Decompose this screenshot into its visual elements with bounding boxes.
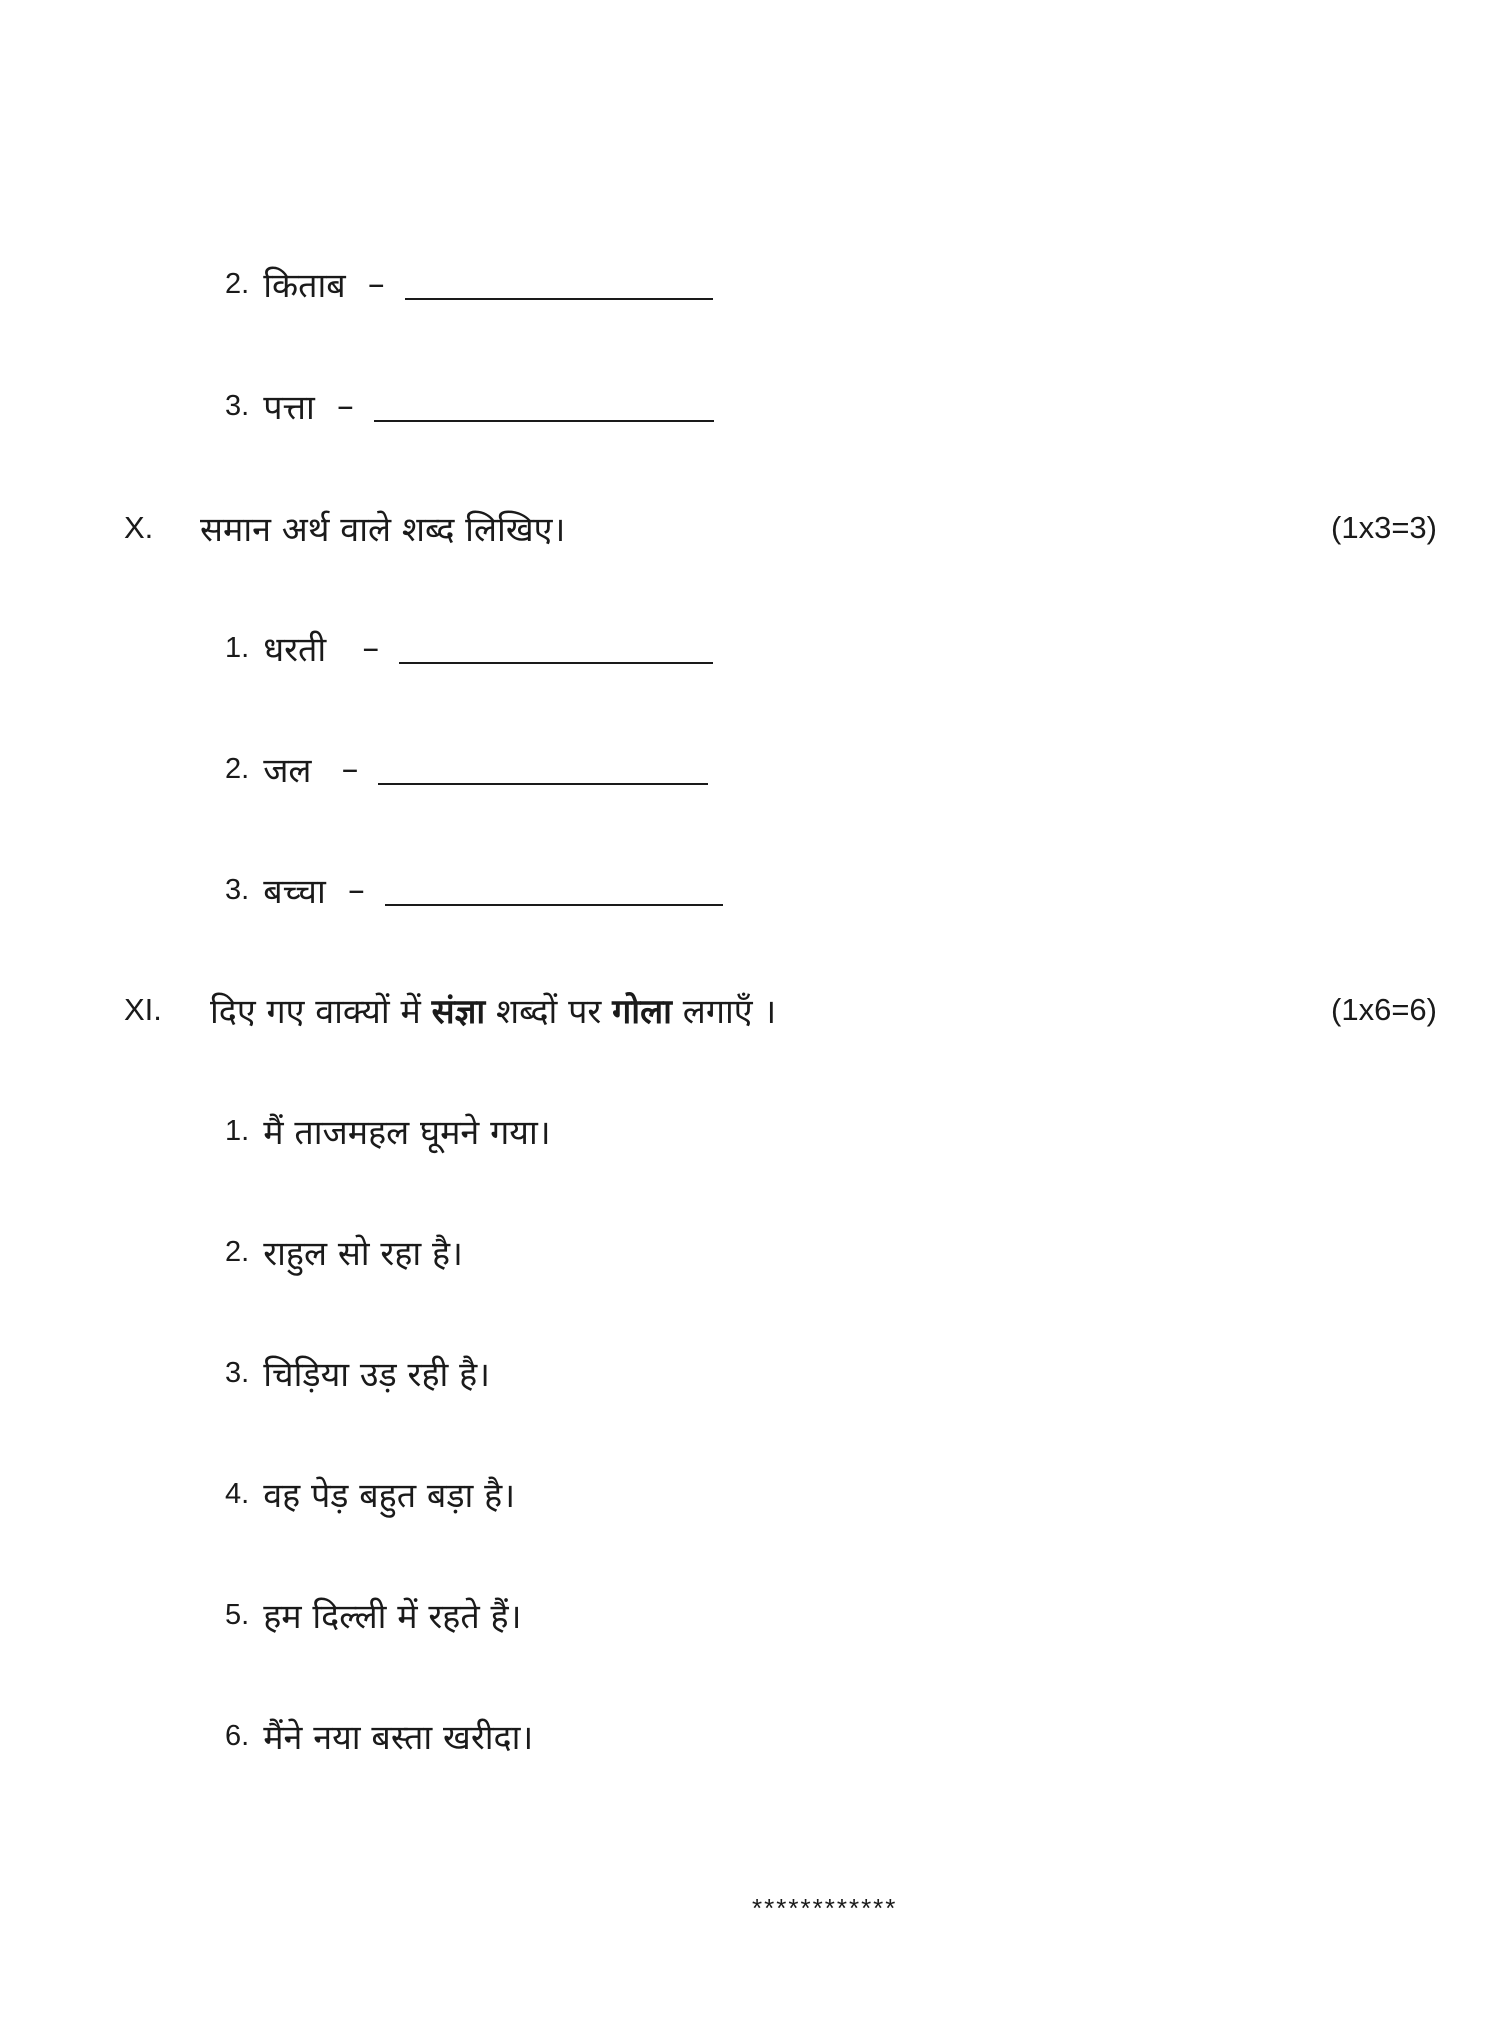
question-x-heading [124, 498, 565, 558]
sentence-text: वह पेड़ बहुत बड़ा है। [263, 1476, 516, 1516]
item-number: 6. [225, 1719, 250, 1752]
answer-blank[interactable] [378, 753, 708, 785]
xi-sentence-3 [225, 1343, 490, 1403]
question-number: X. [124, 510, 154, 545]
x-item-3 [225, 860, 723, 920]
answer-blank[interactable] [399, 632, 713, 664]
instruction-text: शब्दों पर [496, 992, 602, 1032]
answer-blank[interactable] [405, 268, 713, 300]
answer-blank[interactable] [385, 874, 723, 906]
sentence-text: मैं ताजमहल घूमने गया। [263, 1113, 551, 1153]
x-item-2 [225, 739, 708, 799]
question-xi-heading [124, 980, 776, 1040]
xi-sentence-4 [225, 1464, 515, 1524]
question-xi-marks: (1x6=6) [1331, 992, 1437, 1027]
question-instruction: समान अर्थ वाले शब्द लिखिए। [200, 510, 566, 550]
sentence-text: मैंने नया बस्ता खरीदा। [263, 1718, 534, 1758]
answer-blank[interactable] [374, 390, 714, 422]
instruction-text: दिए गए वाक्यों में [210, 992, 421, 1032]
xi-sentence-1 [225, 1101, 551, 1161]
item-number: 2. [225, 1235, 250, 1268]
prev-item-3 [225, 376, 714, 436]
item-number: 4. [225, 1477, 250, 1510]
sentence-text: हम दिल्ली में रहते हैं। [263, 1597, 522, 1637]
item-word: किताब [263, 266, 346, 306]
item-dash: – [347, 870, 365, 910]
item-number: 3. [225, 873, 250, 906]
item-number: 3. [225, 1356, 250, 1389]
item-number: 5. [225, 1598, 250, 1631]
end-of-paper-marker: ************ [752, 1893, 898, 1923]
question-number: XI. [124, 992, 162, 1027]
prev-item-2 [225, 254, 713, 314]
item-word: जल [263, 751, 312, 791]
instruction-keyword-noun: संज्ञा [431, 992, 486, 1032]
item-number: 2. [225, 752, 250, 785]
instruction-keyword-circle: गोला [612, 992, 672, 1032]
item-number: 3. [225, 389, 250, 422]
item-dash: – [367, 264, 385, 304]
item-dash: – [336, 386, 354, 426]
sentence-text: राहुल सो रहा है। [263, 1234, 463, 1274]
xi-sentence-5 [225, 1585, 521, 1645]
instruction-text: लगाएँ । [682, 992, 777, 1032]
xi-sentence-2 [225, 1222, 463, 1282]
item-number: 2. [225, 267, 250, 300]
item-dash: – [341, 749, 359, 789]
item-number: 1. [225, 631, 250, 664]
item-word: धरती [263, 630, 327, 670]
item-word: बच्चा [263, 872, 326, 912]
question-x-marks: (1x3=3) [1331, 510, 1437, 545]
sentence-text: चिड़िया उड़ रही है। [263, 1355, 491, 1395]
x-item-1 [225, 618, 713, 678]
xi-sentence-6 [225, 1706, 533, 1766]
item-number: 1. [225, 1114, 250, 1147]
item-word: पत्ता [263, 388, 315, 428]
item-dash: – [362, 628, 380, 668]
